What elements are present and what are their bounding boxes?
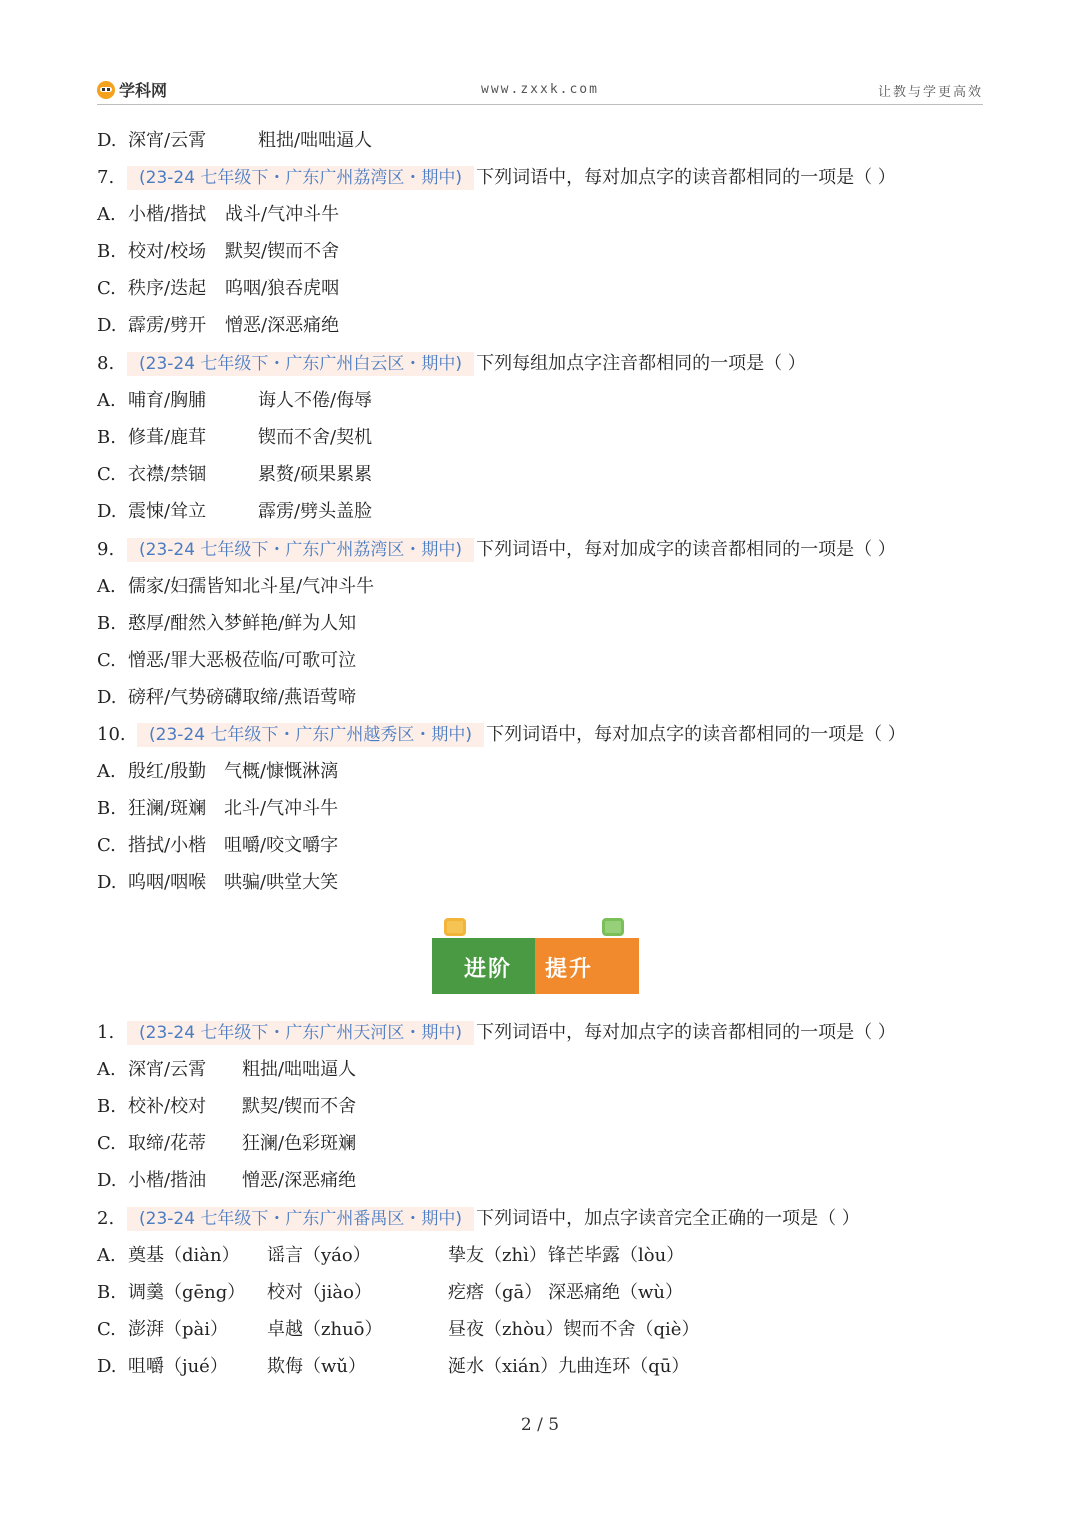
- option-word: 取缔/花蒂: [128, 1133, 207, 1154]
- question-text: 下列词语中，每对加成字的读音都相同的一项是（ ）: [476, 539, 896, 560]
- question-stem: [97, 166, 896, 190]
- option-word: 粗拙/咄咄逼人: [258, 130, 373, 151]
- answer-option: [97, 612, 356, 636]
- option-word: 咀嚼（jué）: [128, 1356, 228, 1377]
- option-letter: C.: [97, 464, 116, 485]
- source-tag: (23-24 七年级下・广东广州番禺区・期中): [127, 1207, 474, 1231]
- option-letter: D.: [97, 872, 117, 893]
- answer-option: [97, 834, 338, 858]
- option-word: 默契/锲而不舍: [242, 1096, 357, 1117]
- banner-left-text: 进阶: [464, 957, 513, 982]
- option-word: 战斗/气冲斗牛: [225, 204, 340, 225]
- option-word: 哄骗/哄堂大笑: [224, 872, 339, 893]
- option-word: 憨厚/酣然入梦: [128, 613, 243, 634]
- option-word: 校补/校对: [128, 1096, 207, 1117]
- question-text: 下列词语中，每对加点字的读音都相同的一项是（ ）: [476, 167, 896, 188]
- question-number: 1.: [97, 1022, 115, 1043]
- source-tag: (23-24 七年级下・广东广州荔湾区・期中): [127, 166, 474, 190]
- answer-option: [97, 649, 356, 673]
- question-number: 2.: [97, 1208, 115, 1229]
- option-word: 霹雳/劈头盖脸: [258, 501, 373, 522]
- source-tag: (23-24 七年级下・广东广州天河区・期中): [127, 1021, 474, 1045]
- option-letter: B.: [97, 1096, 116, 1117]
- question-text: 下列词语中，加点字读音完全正确的一项是（ ）: [476, 1208, 860, 1229]
- option-word: 诲人不倦/侮辱: [258, 390, 373, 411]
- option-word: 卓越（zhuō）: [267, 1319, 383, 1340]
- option-word: 衣襟/禁锢: [128, 464, 207, 485]
- question-number: 7.: [97, 167, 115, 188]
- option-word: 深恶痛绝（wù）: [548, 1282, 683, 1303]
- option-letter: A.: [97, 761, 116, 782]
- option-word: 北斗星/气冲斗牛: [242, 576, 375, 597]
- source-tag: (23-24 七年级下・广东广州荔湾区・期中): [127, 538, 474, 562]
- option-word: 深宵/云霄: [128, 130, 207, 151]
- question-stem: [97, 538, 896, 562]
- option-word: 磅秤/气势磅礴: [128, 687, 243, 708]
- option-word: 调羹（gēng）: [128, 1282, 246, 1303]
- option-letter: C.: [97, 835, 116, 856]
- option-word: 咀嚼/咬文嚼字: [224, 835, 339, 856]
- option-word: 奠基（diàn）: [128, 1245, 240, 1266]
- option-letter: C.: [97, 1319, 116, 1340]
- option-word: 欺侮（wǔ）: [267, 1356, 366, 1377]
- option-letter: D.: [97, 315, 117, 336]
- section-banner: [432, 938, 639, 994]
- option-word: 鲜艳/鲜为人知: [242, 613, 357, 634]
- option-word: 儒家/妇孺皆知: [128, 576, 243, 597]
- answer-option: [97, 463, 372, 487]
- option-letter: D.: [97, 501, 117, 522]
- option-word: 霹雳/劈开: [128, 315, 207, 336]
- option-letter: B.: [97, 613, 116, 634]
- option-letter: D.: [97, 687, 117, 708]
- option-word: 默契/锲而不舍: [225, 241, 340, 262]
- option-word: 殷红/殷勤: [128, 761, 207, 782]
- option-letter: C.: [97, 650, 116, 671]
- question-text: 下列词语中，每对加点字的读音都相同的一项是（ ）: [476, 1022, 896, 1043]
- source-tag: (23-24 七年级下・广东广州白云区・期中): [127, 352, 474, 376]
- option-word: 校对（jiào）: [267, 1282, 372, 1303]
- option-letter: B.: [97, 241, 116, 262]
- option-letter: A.: [97, 390, 116, 411]
- answer-option: [97, 1132, 356, 1156]
- option-word: 憎恶/深恶痛绝: [225, 315, 340, 336]
- answer-option: [97, 1318, 699, 1342]
- question-stem: [97, 1207, 860, 1231]
- answer-option: [97, 686, 356, 710]
- option-word: 气概/慷慨淋漓: [224, 761, 339, 782]
- option-word: 挚友（zhì）: [448, 1245, 547, 1266]
- option-letter: B.: [97, 798, 116, 819]
- option-letter: B.: [97, 1282, 116, 1303]
- option-word: 震悚/耸立: [128, 501, 207, 522]
- question-number: 8.: [97, 353, 115, 374]
- option-letter: C.: [97, 1133, 116, 1154]
- option-word: 昼夜（zhòu）: [448, 1319, 564, 1340]
- slogan: 让教与学更高效: [877, 85, 983, 100]
- option-word: 累赘/硕果累累: [258, 464, 373, 485]
- option-word: 校对/校场: [128, 241, 207, 262]
- option-letter: D.: [97, 1170, 117, 1191]
- question-text: 下列每组加点字注音都相同的一项是（ ）: [476, 353, 806, 374]
- option-word: 粗拙/咄咄逼人: [242, 1059, 357, 1080]
- question-stem: [97, 352, 806, 376]
- logo-text: 学科网: [119, 81, 168, 100]
- option-letter: D.: [97, 130, 117, 151]
- option-word: 秩序/迭起: [128, 278, 207, 299]
- option-word: 深宵/云霄: [128, 1059, 207, 1080]
- option-word: 疙瘩（gā）: [448, 1282, 543, 1303]
- answer-option: [97, 277, 339, 301]
- option-word: 小楷/揩油: [128, 1170, 207, 1191]
- answer-option: [97, 797, 338, 821]
- option-word: 小楷/揩拭: [128, 204, 207, 225]
- option-word: 憎恶/罪大恶极: [128, 650, 243, 671]
- site-url: www.zxxk.com: [481, 82, 599, 97]
- option-letter: A.: [97, 1059, 116, 1080]
- answer-option: [97, 575, 374, 599]
- answer-option: [97, 500, 372, 524]
- question-text: 下列词语中，每对加点字的读音都相同的一项是（ ）: [486, 724, 906, 745]
- option-word: 狂澜/色彩斑斓: [242, 1133, 357, 1154]
- question-number: 10.: [97, 724, 126, 745]
- option-word: 谣言（yáo）: [267, 1245, 371, 1266]
- option-word: 北斗/气冲斗牛: [224, 798, 339, 819]
- answer-option: [97, 203, 339, 227]
- banner-right-text: 提升: [545, 957, 594, 982]
- option-word: 取缔/燕语莺啼: [242, 687, 357, 708]
- option-word: 锲而不舍（qiè）: [563, 1319, 700, 1340]
- answer-option: [97, 1095, 356, 1119]
- answer-option: [97, 314, 339, 338]
- answer-option: [97, 240, 339, 264]
- answer-option: [97, 1244, 684, 1268]
- option-word: 莅临/可歌可泣: [242, 650, 357, 671]
- option-word: 哺育/胸脯: [128, 390, 207, 411]
- option-word: 呜咽/狼吞虎咽: [225, 278, 340, 299]
- answer-option: [97, 389, 372, 413]
- binder-clip-icon: [602, 918, 624, 936]
- question-stem: [97, 723, 906, 747]
- option-letter: A.: [97, 1245, 116, 1266]
- option-word: 狂澜/斑斓: [128, 798, 207, 819]
- option-letter: C.: [97, 278, 116, 299]
- answer-option: [97, 1058, 356, 1082]
- option-word: 揩拭/小楷: [128, 835, 207, 856]
- option-letter: B.: [97, 427, 116, 448]
- option-word: 九曲连环（qū）: [558, 1356, 690, 1377]
- answer-option: [97, 129, 372, 153]
- answer-option: [97, 760, 338, 784]
- option-word: 锲而不舍/契机: [258, 427, 373, 448]
- option-letter: D.: [97, 1356, 117, 1377]
- answer-option: [97, 1355, 689, 1379]
- page-number: 2 / 5: [520, 1415, 560, 1435]
- source-tag: (23-24 七年级下・广东广州越秀区・期中): [137, 723, 484, 747]
- option-word: 修葺/鹿茸: [128, 427, 207, 448]
- answer-option: [97, 1169, 356, 1193]
- option-word: 呜咽/咽喉: [128, 872, 207, 893]
- answer-option: [97, 1281, 683, 1305]
- option-letter: A.: [97, 204, 116, 225]
- option-word: 锋芒毕露（lòu）: [548, 1245, 685, 1266]
- option-word: 涎水（xián）: [448, 1356, 559, 1377]
- answer-option: [97, 871, 338, 895]
- option-word: 憎恶/深恶痛绝: [242, 1170, 357, 1191]
- option-letter: A.: [97, 576, 116, 597]
- answer-option: [97, 426, 372, 450]
- binder-clip-icon: [444, 918, 466, 936]
- option-word: 澎湃（pài）: [128, 1319, 229, 1340]
- question-stem: [97, 1021, 896, 1045]
- question-number: 9.: [97, 539, 115, 560]
- page-header: [97, 74, 983, 105]
